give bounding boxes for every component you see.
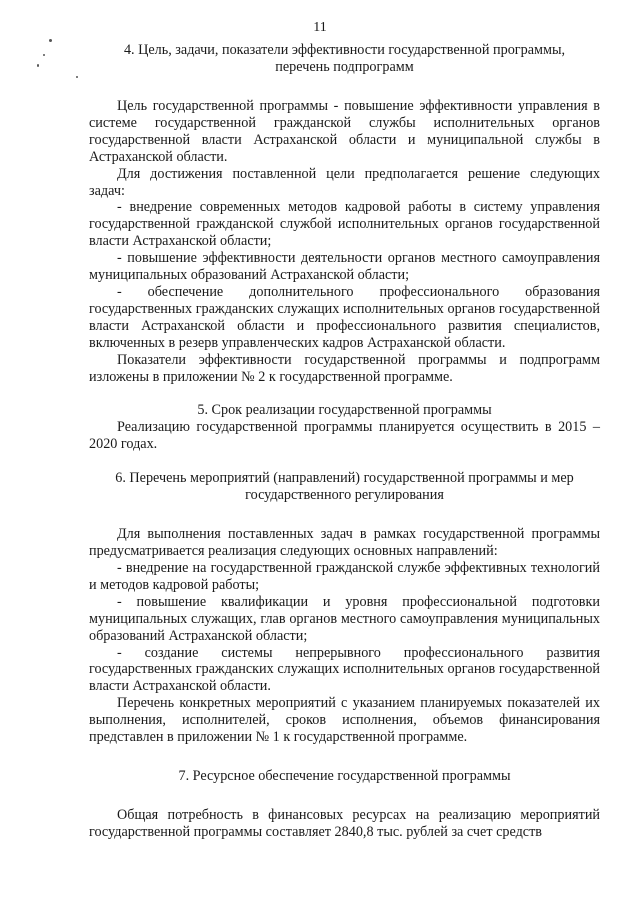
document-body <box>89 42 600 841</box>
section-4-paragraph: Для достижения поставленной цели предполагается решение следующих задач: <box>89 165 600 199</box>
section-5-heading: 5. Срок реализации государственной программы <box>197 402 492 419</box>
section-4-heading: 4. Цель, задачи, показатели эффективности государственной программы, перечень подпрограмм <box>123 42 566 75</box>
section-6-list-item: - внедрение на государственной гражданской службе эффективных технологий и методов кадровой работы; <box>89 560 600 593</box>
scan-speck <box>43 54 45 56</box>
section-4-list-item: - повышение эффективности деятельности органов местного самоуправления муниципальных образований Астраханской области; <box>89 250 600 284</box>
section-6-paragraph: Перечень конкретных мероприятий с указанием планируемых показателей их выполнения, исполнителей, сроков исполнения, объемов финансирования представлен в приложении № 1 к государственной программе. <box>89 695 600 746</box>
section-4-list-item: - обеспечение дополнительного профессионального образования государственных гражданских служащих исполнительных органов государственной власти Астраханской области и профессионального развития специалистов, включенных в резерв управленческих кадров Астраханской области. <box>89 283 600 351</box>
section-6-list-item: - создание системы непрерывного профессионального развития государственных гражданских служащих исполнительных органов государственной власти Астраханской области. <box>89 644 600 695</box>
section-4-list-item: - внедрение современных методов кадровой работы в систему управления государственной гражданской службой исполнительных органов государственной власти Астраханской области; <box>89 199 600 250</box>
section-4-paragraph: Цель государственной программы - повышение эффективности управления в системе государственной гражданской службы исполнительных органов государственной власти Астраханской области и муниципальной службы в Астраханской области. <box>89 98 600 165</box>
scan-speck <box>37 64 39 67</box>
section-6-heading: 6. Перечень мероприятий (направлений) государственной программы и мер государственного регулирования <box>115 470 574 504</box>
section-5-paragraph: Реализацию государственной программы планируется осуществить в 2015 – 2020 годах. <box>89 419 600 453</box>
section-7-heading: 7. Ресурсное обеспечение государственной программы <box>178 768 511 784</box>
section-6-list-item: - повышение квалификации и уровня профессиональной подготовки муниципальных служащих, глав органов местного самоуправления муниципальных образований Астраханской области; <box>89 593 600 644</box>
section-6-paragraph: Для выполнения поставленных задач в рамках государственной программы предусматривается реализация следующих основных направлений: <box>89 526 600 560</box>
page-number: 11 <box>313 20 327 35</box>
section-4-paragraph: Показатели эффективности государственной программы и подпрограмм изложены в приложении № 2 к государственной программе. <box>89 351 600 385</box>
section-7-paragraph: Общая потребность в финансовых ресурсах на реализацию мероприятий государственной программы составляет 2840,8 тыс. рублей за счет средств <box>89 807 600 840</box>
scan-speck <box>76 76 78 78</box>
scan-speck <box>49 39 52 42</box>
